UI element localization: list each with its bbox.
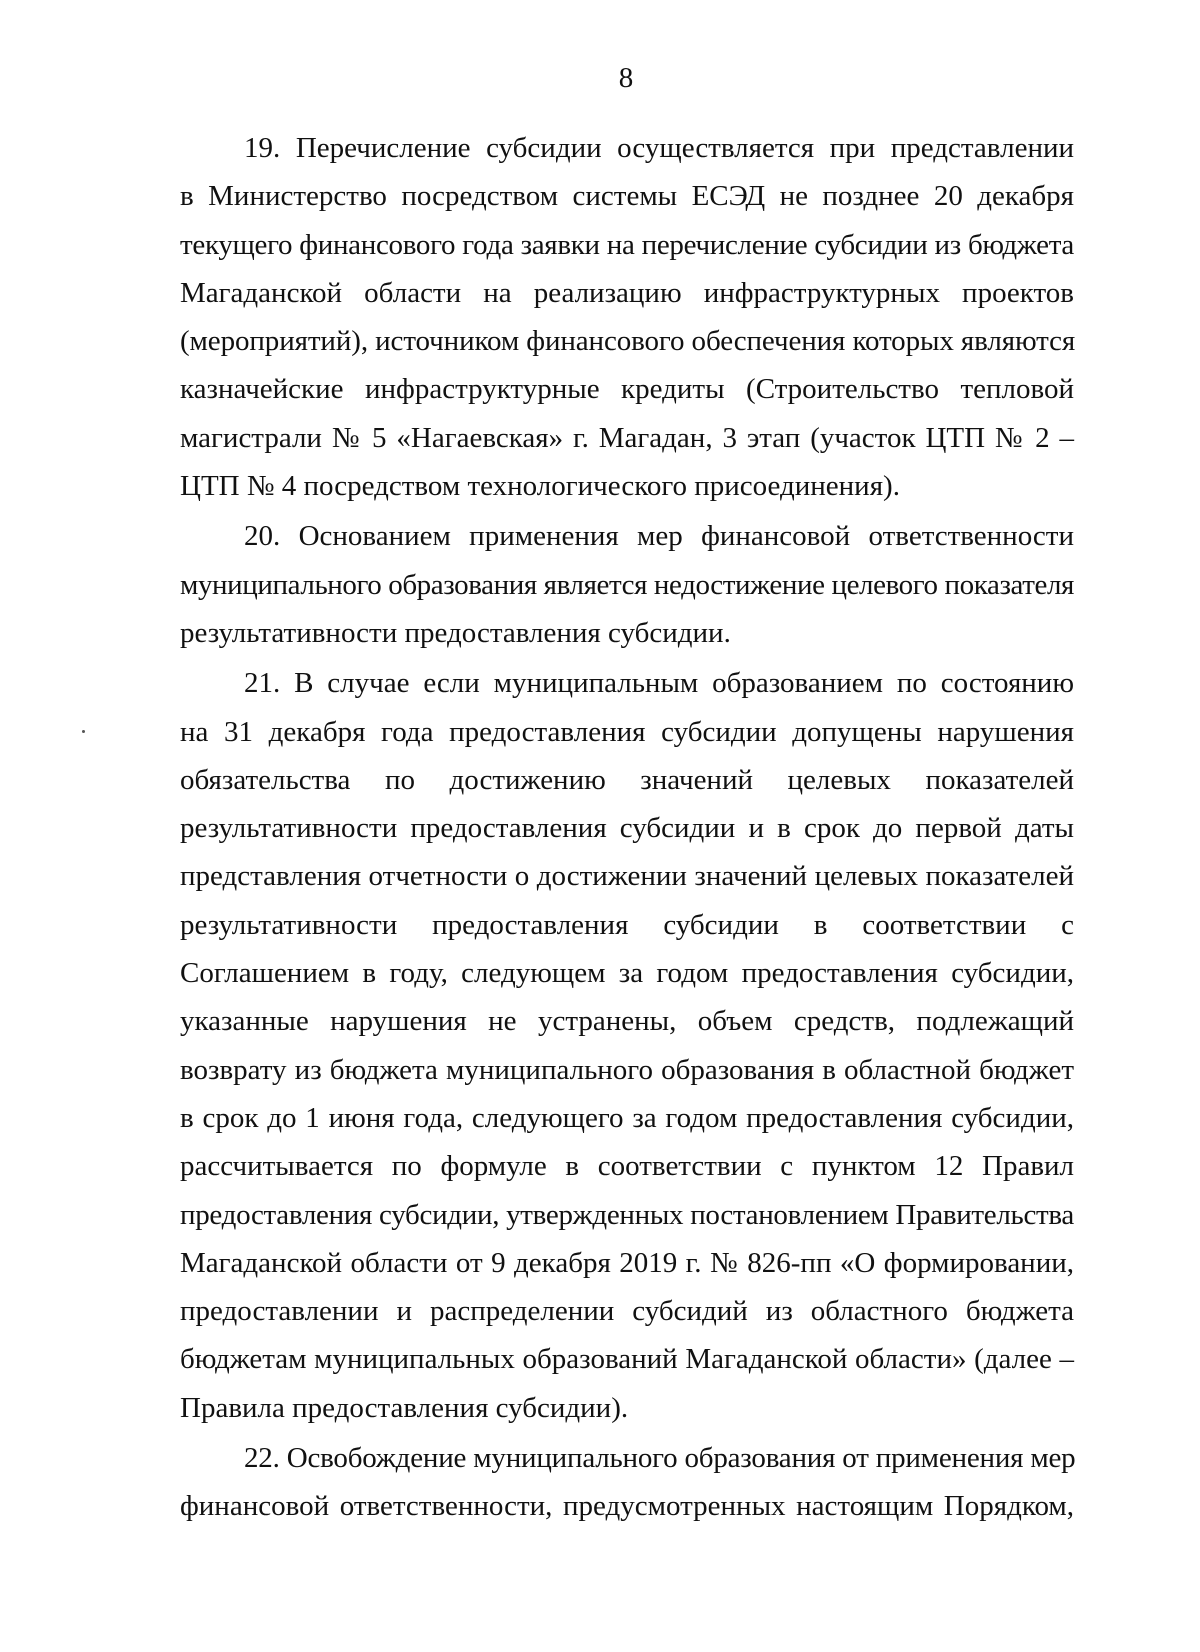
text-line: муниципального образования является недостижение целевого показателя [180,568,1074,601]
text-line: Правила предоставления субсидии). [180,1391,629,1424]
text-line: Магаданской области на реализацию инфраструктурных проектов [180,276,1074,309]
text-line: (мероприятий), источником финансового обеспечения которых являются [180,325,1076,358]
text-line: магистрали № 5 «Нагаевская» г. Магадан, 3 этап (участок ЦТП № 2 – [180,421,1074,454]
text-line: казначейские инфраструктурные кредиты (Строительство тепловой [180,373,1074,406]
text-line: обязательства по достижению значений целевых показателей [180,763,1074,796]
text-line: ЦТП № 4 посредством технологического присоединения). [180,470,900,503]
text-line: финансовой ответственности, предусмотренных настоящим Порядком, [180,1490,1074,1523]
text-line: бюджетам муниципальных образований Магаданской области» (далее – [180,1343,1074,1376]
text-line: на 31 декабря года предоставления субсидии допущены нарушения [180,715,1074,748]
text-line: предоставлении и распределении субсидий из областного бюджета [180,1295,1074,1328]
text-line: 20. Основанием применения мер финансовой ответственности [244,520,1074,553]
text-line: представления отчетности о достижении значений целевых показателей [180,860,1074,893]
text-line: рассчитывается по формуле в соответствии с пунктом 12 Правил [180,1150,1074,1183]
text-line: Магаданской области от 9 декабря 2019 г. № 826-пп «О формировании, [180,1246,1074,1279]
text-line: указанные нарушения не устранены, объем средств, подлежащий [180,1005,1074,1038]
text-line: в срок до 1 июня года, следующего за годом предоставления субсидии, [180,1101,1074,1134]
text-line: 21. В случае если муниципальным образованием по состоянию [244,667,1074,700]
paragraph-19 [180,124,1074,510]
text-line: в Министерство посредством системы ЕСЭД не позднее 20 декабря [180,180,1074,213]
document-body [180,124,1074,1531]
text-line: результативности предоставления субсидии и в срок до первой даты [180,812,1074,845]
text-line: текущего финансового года заявки на перечисление субсидии из бюджета [180,228,1074,261]
text-line: возврату из бюджета муниципального образования в областной бюджет [180,1053,1074,1086]
paragraph-21 [180,659,1074,1432]
text-line: Соглашением в году, следующем за годом предоставления субсидии, [180,957,1074,990]
text-line: результативности предоставления субсидии. [180,616,731,649]
paragraph-20 [180,512,1074,657]
text-line: 19. Перечисление субсидии осуществляется при представлении [244,132,1074,164]
page-number: 8 [618,62,634,94]
text-line: 22. Освобождение муниципального образования от применения мер [244,1442,1076,1475]
text-line: результативности предоставления субсидии в соответствии с [180,908,1074,941]
scan-speck [82,730,85,733]
paragraph-22 [180,1434,1074,1531]
text-line: предоставления субсидии, утвержденных постановлением Правительства [180,1198,1074,1231]
